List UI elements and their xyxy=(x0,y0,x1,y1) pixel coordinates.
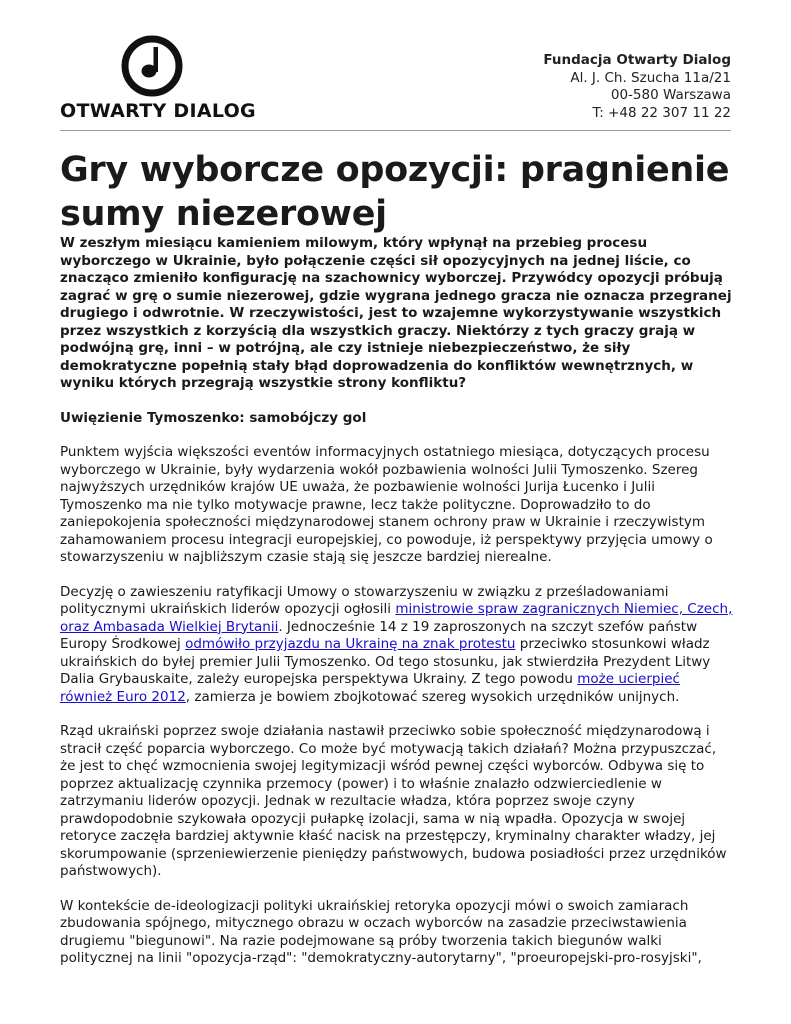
paragraph-2-text-3: przeciwko stosunkowi władz ukraińskich do byłej premier Julii Tymoszenko. Od tego stosunku, jak stwierdziła Prezydent Litwy Dalia Grybauskaite, zależy europejska perspektywa Ukrainy. Z tego powodu xyxy=(60,636,711,687)
section-heading: Uwięzienie Tymoszenko: samobójczy gol xyxy=(60,409,367,426)
header-divider xyxy=(60,130,731,131)
paragraph-2-text-2: . Jednocześnie 14 z 19 zaproszonych na szczyt szefów państw Europy Środkowej xyxy=(60,618,698,652)
paragraph-1: Punktem wyjścia większości eventów informacyjnych ostatniego miesiąca, dotyczących procesu wyborczego w Ukrainie, były wydarzenia wokół pozbawienia wolności Julii Tymoszenko. Szereg najwyższych urzędników krajów UE uważa, że pozbawienie wolności Jurija Łucenko i Julii Tymoszenko ma nie tylko motywacje prawne, lecz także polityczne. Doprowadziło to do zaniepokojenia społeczności międzynarodowej stanem ochrony praw w Ukrainie i rzeczywistym zahamowaniem procesu integracji europejskiej, co powoduje, iż perspektywy przyjęcia umowy o stowarzyszeniu w najbliższym czasie stają się jeszcze bardziej nierealne. xyxy=(60,444,713,565)
article-body xyxy=(60,235,735,985)
contact-phone: T: +48 22 307 11 22 xyxy=(592,104,731,121)
paragraph-2-text-4: , zamierza je bowiem zbojkotować szereg wysokich urzędników unijnych. xyxy=(185,688,680,705)
paragraph-4: W kontekście de-ideologizacji polityki ukraińskiej retoryka opozycji mówi o swoich zamiarach zbudowania spójnego, mitycznego obrazu w oczach wyborców na zasadzie przeciwstawienia drugiemu "biegunowi". Na razie podejmowane są próby tworzenia takich biegunów walki politycznej na linii "opozycja-rząd": "demokratyczny-autorytarny", "proeuropejski-pro-rosyjski", xyxy=(60,897,702,966)
paragraph-2-text-1: Decyzję o zawieszeniu ratyfikacji Umowy o stowarzyszeniu w związku z prześladowaniami politycznymi ukraińskich liderów opozycji ogłosili xyxy=(60,583,669,617)
contact-city: 00-580 Warszawa xyxy=(610,87,731,103)
contact-block xyxy=(543,52,731,122)
link-ministers[interactable]: ministrowie spraw zagranicznych Niemiec, Czech, oraz Ambasada Wielkiej Brytanii xyxy=(60,601,733,635)
link-refused-visit[interactable]: odmówiło przyjazdu na Ukrainę na znak protestu xyxy=(185,636,516,652)
contact-street: Al. J. Ch. Szucha 11a/21 xyxy=(570,69,731,86)
paragraph-2 xyxy=(60,584,735,707)
logo-wordmark: OTWARTY DIALOG xyxy=(60,100,256,122)
logo xyxy=(60,34,256,124)
article-title: Gry wyborcze opozycji: pragnienie sumy niezerowej xyxy=(60,150,730,234)
otwarty-dialog-logo-icon xyxy=(120,34,184,98)
contact-org: Fundacja Otwarty Dialog xyxy=(543,52,731,68)
paragraph-3: Rząd ukraiński poprzez swoje działania nastawił przeciwko sobie społeczność międzynarodową i stracił część poparcia wyborczego. Co może być motywacją takich działań? Można przypuszczać, że jest to chęć wzmocnienia swojej legitymizacji wśród pewnej części wyborców. Odbywa się to poprzez aktualizację czynnika przemocy (power) i to właśnie znalazło odzwierciedlenie w zatrzymaniu liderów opozycji. Jednak w rezultacie władza, która poprzez swoje czyny prawdopodobnie szykowała opozycji pułapkę izolacji, sama w nią wpadła. Opozycja w swojej retoryce zaczęła bardziej aktywnie kłaść nacisk na przestępczy, kryminalny charakter władzy, jej skorumpowanie (sprzeniewierzenie pieniędzy państwowych, budowa posiadłości przez urzędników państwowych). xyxy=(60,723,727,879)
link-euro-2012[interactable]: może ucierpieć również Euro 2012 xyxy=(60,671,680,705)
article-lead: W zeszłym miesiącu kamieniem milowym, który wpłynął na przebieg procesu wyborczego w Ukrainie, było połączenie części sił opozycyjnych na jednej liście, co znacząco zmieniło konfigurację na szachownicy wyborczej. Przywódcy opozycji próbują zagrać w grę o sumie niezerowej, gdzie wygrana jednego gracza nie oznacza przegranej drugiego i odwrotnie. W rzeczywistości, jest to wzajemne wykorzystywanie wszystkich przez wszystkich z korzyścią dla wszystkich graczy. Niektórzy z tych graczy grają w podwójną grę, inni – w potrójną, ale czy istnieje niebezpieczeństwo, że siły demokratyczne popełnią stały błąd doprowadzenia do konfliktów wewnętrznych, w wyniku których przegrają wszystkie strony konfliktu? xyxy=(60,235,732,391)
